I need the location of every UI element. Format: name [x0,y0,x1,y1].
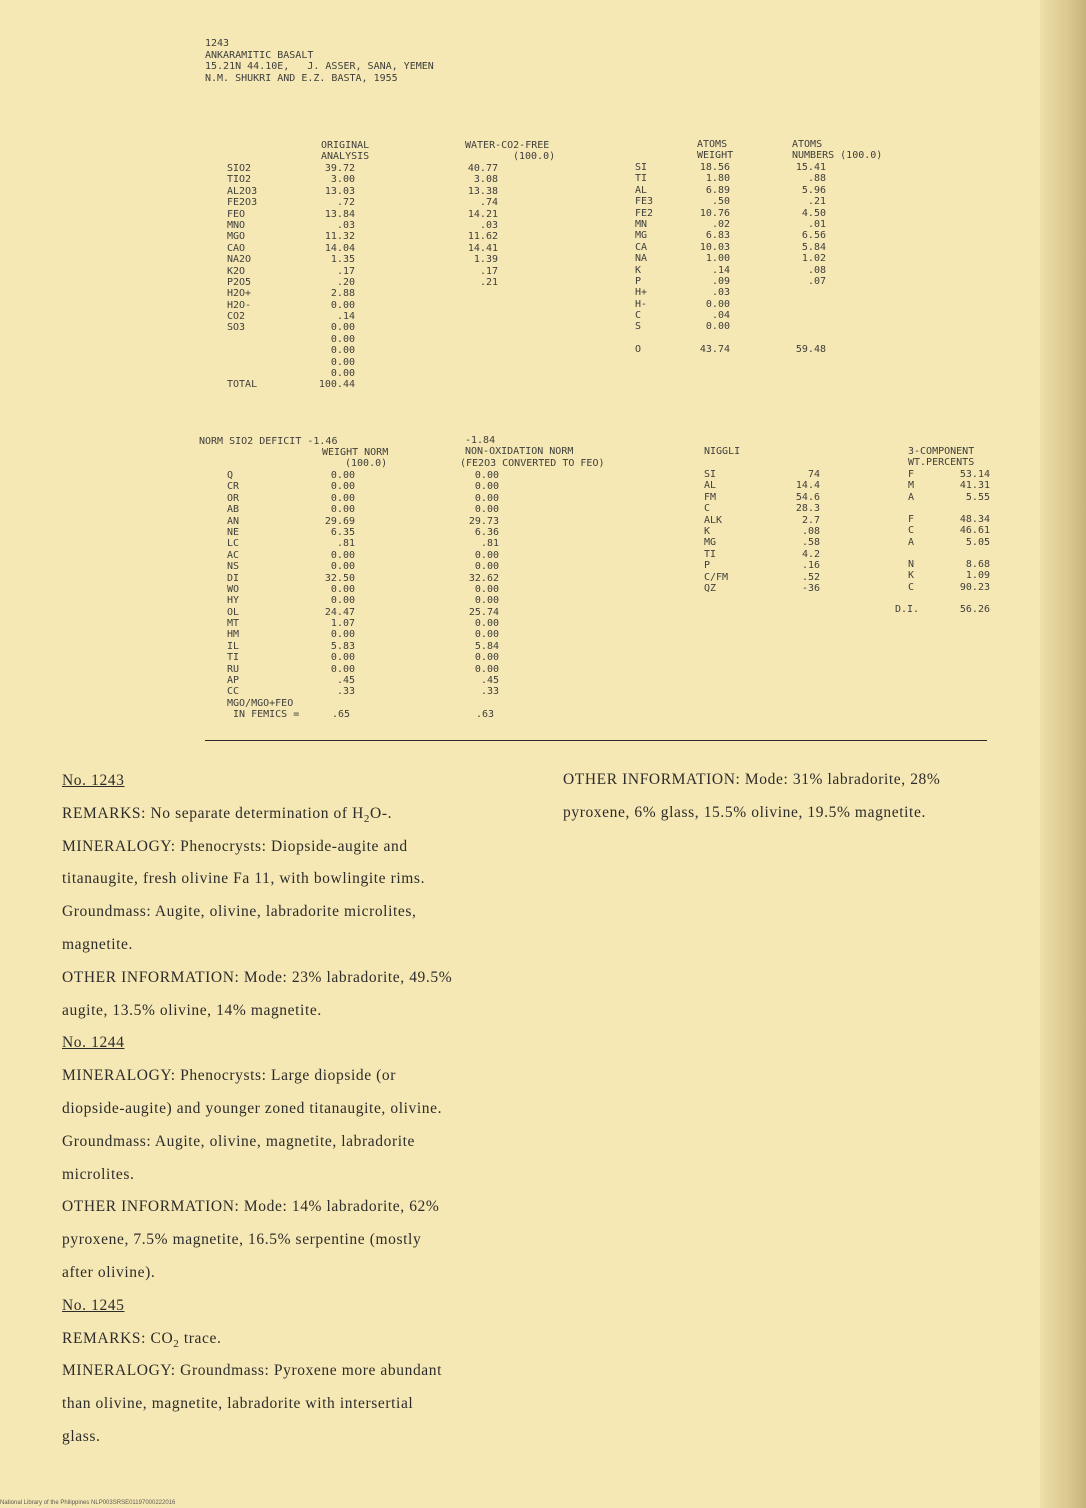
atoms-weight-value: 18.56 [699,162,730,173]
oxide-label: K2O [227,265,246,277]
niggli-label: P [704,560,711,572]
oxide-label: SIO2 [227,163,252,174]
weight-norm-value: 0.00 [330,504,355,516]
oxide-label: AL2O3 [227,185,258,197]
fma-labels [908,469,914,503]
waterfree-value: 1.39 [473,254,498,266]
atoms-weight-value: .09 [711,275,730,287]
location: 15.21N 44.10E, J. ASSER, SANA, YEMEN [205,61,434,72]
fma-label: A [908,491,915,503]
norm-mineral-label: Q [227,470,234,481]
atoms-numbers-values [775,162,826,287]
waterfree-value: .03 [479,219,498,231]
atom-label: FE2 [635,207,654,219]
oxide-label: P2O5 [227,276,252,288]
oxygen-weight: 43.74 [699,344,730,355]
entry-1243-mineralogy-1: MINERALOGY: Phenocrysts: Diopside-augite and [62,837,408,855]
oxide-label: FEO [227,208,246,220]
oxygen-number: 59.48 [795,344,826,355]
weight-norm-values [300,470,355,698]
nonox-norm-value: 0.00 [474,492,499,504]
weight-norm-value: 6.35 [330,526,355,538]
atom-label: TI [635,173,648,185]
nonox-norm-value: 0.00 [474,561,499,573]
original-value: .14 [336,311,355,323]
fca-value: 5.05 [965,536,990,548]
atoms-weight-value: 10.76 [699,207,730,219]
total-label: TOTAL [227,379,258,390]
atoms-number-value: .21 [807,196,826,208]
original-value: .03 [336,219,355,231]
oxide-label: TIO2 [227,174,252,186]
atoms-weight-value: 0.00 [705,298,730,310]
entry-1243-remarks: REMARKS: No separate determination of $H_2O-$. [62,804,393,825]
entry-1245-remarks: REMARKS: $CO_2$ trace. [62,1329,222,1350]
atoms-weight-value: 0.00 [705,321,730,333]
total-value: 100.44 [318,379,355,390]
weight-norm-value: 0.00 [330,492,355,504]
oxide-label: CO2 [227,311,246,323]
fma-values [940,469,990,503]
atom-label: H+ [635,287,648,299]
norm-mineral-label: RU [227,663,240,675]
norm-mineral-label: CR [227,481,240,493]
waterfree-value: 14.21 [467,208,498,220]
nkc-labels [908,559,914,593]
nkc-label: N [908,559,915,570]
fca-values [940,514,990,548]
original-value: 2.88 [330,288,355,300]
atom-label: SI [635,162,648,173]
entry-1244-mineralogy-1: MINERALOGY: Phenocrysts: Large diopside (or [62,1067,397,1085]
waterfree-value: .21 [479,276,498,288]
niggli-label: QZ [704,582,717,594]
atoms-number-value: .07 [807,275,826,287]
niggli-value: 54.6 [795,491,820,503]
rock-name: ANKARAMITIC BASALT [205,49,314,61]
nonox-norm-value: 6.36 [474,526,499,538]
norm-mineral-label: IL [227,640,240,652]
norm-mineral-label: WO [227,583,240,595]
nkc-value: 90.23 [959,581,990,593]
nonox-norm-value: 25.74 [468,606,499,618]
fma-value: 5.55 [965,491,990,503]
section-rule [205,740,987,741]
atom-label: P [635,275,642,287]
original-value: .20 [336,276,355,288]
di-value: 56.26 [959,604,990,615]
waterfree-value: .74 [479,197,498,209]
atoms-weight-value: .50 [711,196,730,208]
entry-1245-heading: No. 1245 [62,1296,125,1314]
sample-number: 1243 [205,38,230,49]
waterfree-value: 11.62 [467,231,498,243]
oxide-label: H2O+ [227,288,252,300]
entry-1245-mineralogy-3: glass. [62,1427,101,1445]
original-value: 1.35 [330,254,355,266]
norm-mineral-label: HM [227,629,240,641]
atoms-number-value: .01 [807,218,826,230]
original-value: 13.84 [324,208,355,220]
nonox-header: NON-OXIDATION NORM [465,446,574,458]
entry-1244-other-3: after olivine). [62,1263,156,1281]
norm-mineral-label: AP [227,675,240,687]
weight-norm-value: .81 [336,538,355,550]
nonox-norm-value: 0.00 [474,504,499,516]
nonox-norm-value: .45 [480,675,499,687]
nonox-norm-value: 0.00 [474,595,499,607]
atoms-weight-value: .02 [711,218,730,230]
nkc-label: C [908,581,915,593]
original-value: 0.00 [330,333,355,345]
atoms-weight-value: 10.03 [699,241,730,253]
nonox-norm-value: 0.00 [474,629,499,641]
notes-left-column [62,765,452,1454]
fma-value: 53.14 [959,469,990,480]
nonox-norm-value: 0.00 [474,618,499,630]
niggli-label: C [704,503,711,515]
fca-label: C [908,525,915,537]
niggli-value: 2.7 [801,514,820,526]
fca-label: A [908,536,915,548]
weight-norm-value: 0.00 [330,595,355,607]
page-edge [1040,0,1086,1508]
nonox-norm-value: .33 [480,686,499,698]
original-value: 39.72 [324,163,355,174]
original-value: 3.00 [330,174,355,186]
norm-mineral-label: CC [227,686,240,698]
nkc-value: 1.09 [965,570,990,582]
weight-norm-value: 0.00 [330,652,355,664]
nonox-norm-value: 32.62 [468,572,499,584]
waterfree-value: 14.41 [467,242,498,254]
entry-1243-mineralogy-3: Groundmass: Augite, olivine, labradorite microlites, [62,903,417,921]
niggli-label: AL [704,480,717,492]
entry-1244-other-1: OTHER INFORMATION: Mode: 14% labradorite, 62% [62,1198,440,1216]
niggli-title: NIGGLI [704,446,741,457]
original-value: 11.32 [324,231,355,243]
atoms-weight-value: 1.80 [705,173,730,185]
nonox-norm-value: .81 [480,538,499,550]
atom-label: S [635,321,642,333]
atoms-weight-values [680,162,730,333]
waterfree-value: 3.08 [473,174,498,186]
nonox-norm-value: 0.00 [474,549,499,561]
weight-norm-value: 5.83 [330,640,355,652]
original-value: 0.00 [330,345,355,357]
waterfree-value: .17 [479,265,498,277]
atoms-weight-value: .03 [711,287,730,299]
niggli-value: 4.2 [801,548,820,560]
di-label: D.I. [895,604,920,615]
oxide-label: MGO [227,231,246,243]
atoms-number-value: 6.56 [801,230,826,242]
original-header-2: ANALYSIS [321,151,370,163]
three-component-title: 3-COMPONENT [908,446,975,457]
ratio-label-2: IN FEMICS = [227,709,300,721]
oxide-label: CAO [227,242,246,254]
norm-mineral-labels [227,470,239,698]
weight-norm-value: .33 [336,686,355,698]
atoms-number-value: .88 [807,173,826,185]
atoms-weight-value: 1.00 [705,253,730,265]
niggli-value: .58 [801,537,820,549]
niggli-values [760,469,820,594]
norm-deficit-2: -1.84 [465,435,496,446]
atom-label: MN [635,218,648,230]
three-component-title-2: WT.PERCENTS [908,457,975,469]
nkc-label: K [908,570,915,582]
fca-value: 46.61 [959,525,990,537]
atom-label: AL [635,184,648,196]
weight-norm-value: 0.00 [330,549,355,561]
norm-mineral-label: LC [227,538,240,550]
atoms-number-value: .08 [807,264,826,276]
weight-norm-value: 0.00 [330,470,355,481]
entry-1245-mineralogy-1: MINERALOGY: Groundmass: Pyroxene more abundant [62,1362,443,1380]
niggli-value: .16 [801,560,820,572]
waterfree-value: 13.38 [467,185,498,197]
original-value: .72 [336,197,355,209]
niggli-label: MG [704,537,717,549]
oxygen-label: O [635,344,642,355]
fca-value: 48.34 [959,514,990,525]
original-value: 0.00 [330,299,355,311]
original-value: 0.00 [330,356,355,368]
weight-norm-value: 0.00 [330,561,355,573]
niggli-value: .08 [801,525,820,537]
original-value: 13.03 [324,185,355,197]
atom-label: C [635,310,642,322]
atoms-number-value: 15.41 [795,162,826,173]
weight-norm-value: 24.47 [324,606,355,618]
norm-mineral-label: HY [227,595,240,607]
atom-label: H- [635,298,648,310]
oxide-label: FE2O3 [227,197,258,209]
oxide-labels [227,163,257,334]
ratio-nonox: .63 [475,709,494,721]
atoms-numbers-header: ATOMS [792,139,823,150]
weight-norm-value: 0.00 [330,629,355,641]
nonox-norm-value: 0.00 [474,470,499,481]
atom-label: NA [635,253,648,265]
original-value: .17 [336,265,355,277]
oxide-label: NA2O [227,254,252,266]
norm-mineral-label: AB [227,504,240,516]
norm-mineral-label: AC [227,549,240,561]
entry-1244-mineralogy-3: Groundmass: Augite, olivine, magnetite, labradorite [62,1132,416,1150]
atoms-numbers-header-2: NUMBERS (100.0) [792,150,883,162]
niggli-value: 74 [807,469,820,480]
niggli-label: FM [704,491,717,503]
nonox-norm-value: 5.84 [474,640,499,652]
atoms-weight-value: 6.89 [705,184,730,196]
atom-label: FE3 [635,196,654,208]
niggli-value: 28.3 [795,503,820,515]
norm-mineral-label: OL [227,606,240,618]
fma-label: F [908,469,915,480]
atom-label: MG [635,230,648,242]
nonox-norm-value: 0.00 [474,583,499,595]
atoms-weight-header: ATOMS [697,139,728,150]
norm-mineral-label: NE [227,526,240,538]
norm-mineral-label: AN [227,515,240,527]
entry-1243-other-2: augite, 13.5% olivine, 14% magnetite. [62,1001,322,1019]
niggli-value: .52 [801,571,820,583]
fma-label: M [908,480,915,492]
entry-1243-other-1: OTHER INFORMATION: Mode: 23% labradorite, 49.5% [62,968,453,986]
norm-mineral-label: TI [227,652,240,664]
authors: N.M. SHUKRI AND E.Z. BASTA, 1955 [205,72,398,84]
original-value: 0.00 [330,322,355,334]
entry-1244-mineralogy-4: microlites. [62,1165,135,1183]
atoms-number-value: 5.96 [801,184,826,196]
weight-norm-header-2: (100.0) [345,458,388,470]
atoms-weight-value: .14 [711,264,730,276]
nonox-norm-value: 29.73 [468,515,499,527]
original-value: 0.00 [330,368,355,380]
atom-labels [635,162,653,333]
waterfree-header: WATER-CO2-FREE [465,140,550,151]
nkc-values [940,559,990,593]
weight-norm-value: 0.00 [330,583,355,595]
norm-mineral-label: OR [227,492,240,504]
weight-norm-value: 0.00 [330,481,355,493]
atoms-weight-value: 6.83 [705,230,730,242]
atom-label: K [635,264,642,276]
entry-1245-other-1: OTHER INFORMATION: Mode: 31% labradorite, 28% [563,771,941,788]
nonox-norm-value: 0.00 [474,652,499,664]
entry-1243-mineralogy-2: titanaugite, fresh olivine Fa 11, with bowlingite rims. [62,870,426,888]
weight-norm-header: WEIGHT NORM [322,447,389,458]
weight-norm-value: 29.69 [324,515,355,527]
atoms-number-value: 5.84 [801,241,826,253]
niggli-label: TI [704,548,717,560]
entry-1244-mineralogy-2: diopside-augite) and younger zoned titanaugite, olivine. [62,1099,443,1117]
norm-deficit: NORM SIO2 DEFICIT -1.46 [199,436,338,447]
ratio-weight: .65 [331,709,350,721]
oxide-label: SO3 [227,322,246,334]
norm-mineral-label: DI [227,572,240,584]
norm-mineral-label: MT [227,618,240,630]
fca-labels [908,514,914,548]
niggli-value: 14.4 [795,480,820,492]
fca-label: F [908,514,915,525]
nonox-norm-value: 0.00 [474,481,499,493]
weight-norm-value: 32.50 [324,572,355,584]
original-values [300,163,355,379]
norm-mineral-label: NS [227,561,240,573]
niggli-labels [704,469,728,594]
niggli-label: SI [704,469,717,480]
entry-1243-mineralogy-4: magnetite. [62,935,133,953]
atom-label: CA [635,241,648,253]
waterfree-values [440,163,498,288]
niggli-label: C/FM [704,571,729,583]
atoms-weight-value: .04 [711,310,730,322]
waterfree-value: 40.77 [467,163,498,174]
oxide-label: H2O- [227,299,252,311]
weight-norm-value: 0.00 [330,663,355,675]
entry-1244-heading: No. 1244 [62,1034,125,1052]
nonox-norm-values [440,470,499,698]
entry-1245-mineralogy-2: than olivine, magnetite, labradorite with intersertial [62,1395,414,1413]
nonox-header-2: (FE2O3 CONVERTED TO FEO) [460,457,605,469]
weight-norm-value: 1.07 [330,618,355,630]
library-footer: National Library of the Philippines NLP003SRSE01197000222016 [0,1500,176,1506]
original-header: ORIGINAL [321,140,370,151]
atoms-number-value: 4.50 [801,207,826,219]
ratio-label: MGO/MGO+FEO [227,698,294,709]
nkc-value: 8.68 [965,559,990,570]
atoms-weight-header-2: WEIGHT [697,150,734,162]
atoms-number-value: 1.02 [801,253,826,265]
entry-1244-other-2: pyroxene, 7.5% magnetite, 16.5% serpentine (mostly [62,1231,422,1249]
niggli-label: K [704,525,711,537]
entry-1243-heading: No. 1243 [62,772,125,789]
weight-norm-value: .45 [336,675,355,687]
notes-right-column [563,764,940,830]
oxide-label: MNO [227,219,246,231]
nonox-norm-value: 0.00 [474,663,499,675]
niggli-value: -36 [801,582,820,594]
fma-value: 41.31 [959,480,990,492]
original-value: 14.04 [324,242,355,254]
entry-1245-other-2: pyroxene, 6% glass, 15.5% olivine, 19.5% magnetite. [563,803,926,821]
niggli-label: ALK [704,514,723,526]
waterfree-header-2: (100.0) [513,151,556,163]
